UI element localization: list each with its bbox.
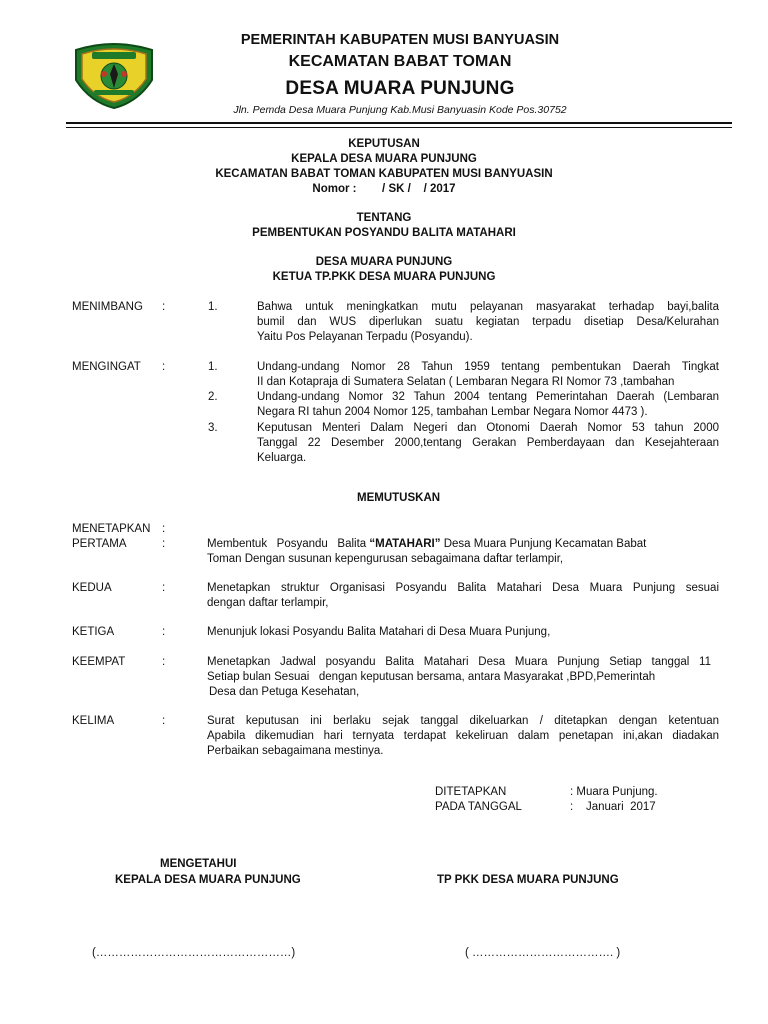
letterhead-rule-thin [66, 127, 732, 128]
menimbang-line: Yaitu Pos Pelayanan Terpadu (Posyandu). [257, 331, 473, 343]
mengingat-line: Undang-undang Nomor 28 Tahun 1959 tentang pembentukan Daerah Tingkat [257, 361, 719, 373]
keempat-line: Desa dan Petuga Kesehatan, [209, 686, 360, 698]
menetapkan-label: MENETAPKAN [72, 523, 151, 535]
pertama-label: PERTAMA [72, 538, 127, 550]
kelima-colon: : [162, 715, 166, 727]
menetapkan-colon: : [162, 523, 166, 535]
kedua-line: Menetapkan struktur Organisasi Posyandu Balita Matahari Desa Muara Punjung sesuai [207, 582, 719, 594]
keempat-colon: : [162, 656, 166, 668]
ditetapkan-place: : Muara Punjung. [570, 786, 658, 798]
menimbang-line: Bahwa untuk meningkatkan mutu pelayanan masyarakat terhadap bayi,balita [257, 301, 719, 313]
kelima-line: Apabila dikemudian hari ternyata terdapat kekeliruan dalam penetapan ini,akan diadakan [207, 730, 719, 742]
menimbang-label: MENIMBANG [72, 301, 143, 313]
village-head-title: KEPALA DESA MUARA PUNJUNG [115, 874, 301, 886]
ketiga-colon: : [162, 626, 166, 638]
mengingat-colon: : [162, 361, 166, 373]
mengingat-number: 3. [208, 422, 218, 434]
pada-tanggal-value: : Januari 2017 [570, 801, 656, 813]
ditetapkan-label: DITETAPKAN [435, 786, 507, 798]
mengingat-line: Undang-undang Nomor 32 Tahun 2004 tentang Pemerintahan Daerah (Lembaran [257, 391, 719, 403]
government-name: PEMERINTAH KABUPATEN MUSI BANYUASIN [240, 32, 560, 48]
village-name: DESA MUARA PUNJUNG [285, 78, 515, 99]
about-label: TENTANG [356, 212, 412, 224]
issuer: KEPALA DESA MUARA PUNJUNG [291, 153, 477, 165]
doc-type: KEPUTUSAN [348, 138, 420, 150]
pkk-title: TP PKK DESA MUARA PUNJUNG [437, 874, 619, 886]
kelima-label: KELIMA [72, 715, 115, 727]
mengingat-line: Keputusan Menteri Dalam Negeri dan Otonomi Daerah Nomor 53 tahun 2000 [257, 422, 719, 434]
office-address: Jln. Pemda Desa Muara Punjung Kab.Musi Banyuasin Kode Pos.30752 [233, 104, 567, 116]
menimbang-line: bumil dan WUS diperlukan suatu kegiatan terpadu disetiap Desa/Kelurahan [257, 316, 719, 328]
mengingat-number: 2. [208, 391, 218, 403]
mengingat-line: II dan Kotapraja di Sumatera Selatan ( Lembaran Negara RI Nomor 73 ,tambahan [257, 376, 675, 388]
memutuskan-heading: MEMUTUSKAN [357, 492, 441, 504]
village-head-signature-blank: (……………………………………………) [92, 947, 296, 959]
kelima-line: Perbaikan sebagaimana mestinya. [207, 745, 384, 757]
pertama-colon: : [162, 538, 166, 550]
pertama-posyandu-name: “MATAHARI” [369, 538, 441, 550]
kedua-line: dengan daftar terlampir, [207, 597, 329, 609]
pkk-signature-blank: ( ………………………………. ) [465, 947, 621, 959]
pertama-line [207, 537, 711, 553]
mengingat-number: 1. [208, 361, 218, 373]
menimbang-number: 1. [208, 301, 218, 313]
pertama-text: Desa Muara Punjung Kecamatan Babat [440, 538, 647, 550]
mengingat-line: Negara RI tahun 2004 Nomor 125, tambahan Lembar Negara Nomor 4473 ). [257, 406, 648, 418]
kedua-label: KEDUA [72, 582, 112, 594]
issuer-line2: KETUA TP.PKK DESA MUARA PUNJUNG [272, 271, 496, 283]
pertama-line: Toman Dengan susunan kepengurusan sebagaimana daftar terlampir, [207, 553, 564, 565]
letterhead-rule-thick [66, 122, 732, 124]
regency-emblem-logo [68, 40, 160, 110]
pertama-text: Membentuk Posyandu Balita [207, 538, 370, 550]
kelima-line: Surat keputusan ini berlaku sejak tanggal dikeluarkan / ditetapkan dengan ketentuan [207, 715, 719, 727]
pada-tanggal-label: PADA TANGGAL [435, 801, 522, 813]
ketiga-line: Menunjuk lokasi Posyandu Balita Matahari di Desa Muara Punjung, [207, 626, 551, 638]
acknowledged-label: MENGETAHUI [160, 858, 237, 870]
issuer-line1: DESA MUARA PUNJUNG [315, 256, 453, 268]
keempat-line: Setiap bulan Sesuai dengan keputusan bersama, antara Masyarakat ,BPD,Pemerintah [207, 671, 656, 683]
ketiga-label: KETIGA [72, 626, 115, 638]
kedua-colon: : [162, 582, 166, 594]
mengingat-label: MENGINGAT [72, 361, 141, 373]
decree-number: Nomor : / SK / / 2017 [312, 183, 456, 195]
keempat-line: Menetapkan Jadwal posyandu Balita Matahari Desa Muara Punjung Setiap tanggal 11 [207, 656, 711, 668]
keempat-label: KEEMPAT [72, 656, 126, 668]
decree-subject: PEMBENTUKAN POSYANDU BALITA MATAHARI [252, 227, 516, 239]
issuer-region: KECAMATAN BABAT TOMAN KABUPATEN MUSI BANYUASIN [215, 168, 553, 180]
mengingat-line: Tanggal 22 Desember 2000,tentang Gerakan Pemberdayaan dan Kesejahteraan [257, 437, 719, 449]
district-name: KECAMATAN BABAT TOMAN [288, 53, 512, 70]
menimbang-colon: : [162, 301, 166, 313]
mengingat-line: Keluarga. [257, 452, 307, 464]
